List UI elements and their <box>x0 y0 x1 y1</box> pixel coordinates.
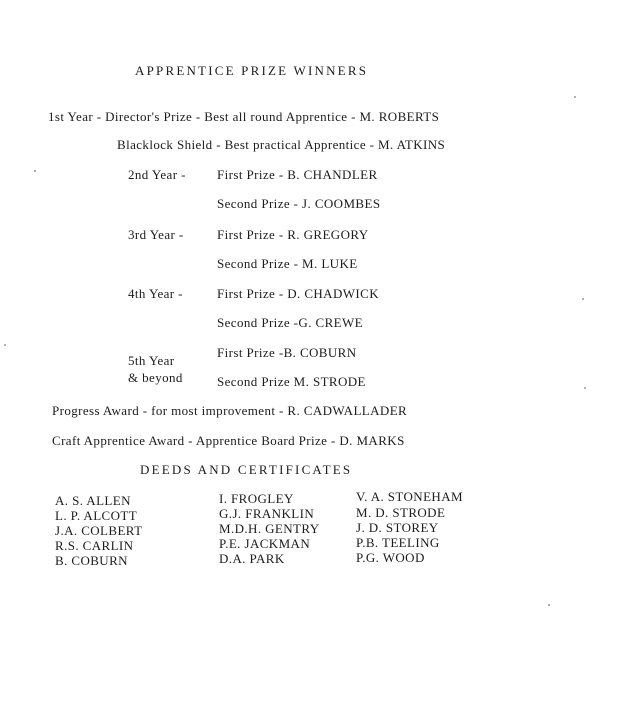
deeds-name: I. FROGLEY <box>219 491 294 506</box>
paper-speck <box>4 344 6 346</box>
deeds-name: J. D. STOREY <box>356 520 439 535</box>
paper-speck <box>574 96 576 98</box>
deeds-name: P.E. JACKMAN <box>219 536 311 551</box>
deeds-name: R.S. CARLIN <box>55 538 134 553</box>
paper-speck <box>548 604 550 606</box>
year5-label-line1: 5th Year <box>128 353 175 368</box>
deeds-name: J.A. COLBERT <box>55 523 143 538</box>
year3-first-prize: First Prize - R. GREGORY <box>217 227 369 242</box>
deeds-name: V. A. STONEHAM <box>356 489 463 504</box>
deeds-name: P.G. WOOD <box>356 550 425 565</box>
year5-first-prize: First Prize -B. COBURN <box>217 345 357 360</box>
deeds-name: D.A. PARK <box>219 551 285 566</box>
year3-second-prize: Second Prize - M. LUKE <box>217 256 358 271</box>
deeds-name: M.D.H. GENTRY <box>219 521 320 536</box>
year5-label-line2: & beyond <box>128 370 183 385</box>
year1-blacklock-shield: Blacklock Shield - Best practical Apprentice - M. ATKINS <box>117 137 446 152</box>
page-title: APPRENTICE PRIZE WINNERS <box>135 63 369 78</box>
year2-first-prize: First Prize - B. CHANDLER <box>217 167 378 182</box>
deeds-heading: DEEDS AND CERTIFICATES <box>140 462 353 477</box>
year4-label: 4th Year - <box>128 286 183 301</box>
year4-second-prize: Second Prize -G. CREWE <box>217 315 363 330</box>
deeds-name: G.J. FRANKLIN <box>219 506 315 521</box>
year5-second-prize: Second Prize M. STRODE <box>217 374 366 389</box>
year1-directors-prize: 1st Year - Director's Prize - Best all round Apprentice - M. ROBERTS <box>48 109 440 124</box>
progress-award: Progress Award - for most improvement - R. CADWALLADER <box>52 403 408 418</box>
deeds-name: P.B. TEELING <box>356 535 440 550</box>
craft-apprentice-award: Craft Apprentice Award - Apprentice Board Prize - D. MARKS <box>52 433 405 448</box>
deeds-name: L. P. ALCOTT <box>55 508 138 523</box>
paper-speck <box>584 387 586 389</box>
deeds-name: M. D. STRODE <box>356 505 446 520</box>
year3-label: 3rd Year - <box>128 227 184 242</box>
deeds-name: B. COBURN <box>55 553 128 568</box>
paper-speck <box>582 298 584 300</box>
year4-first-prize: First Prize - D. CHADWICK <box>217 286 380 301</box>
deeds-name: A. S. ALLEN <box>55 493 131 508</box>
year2-label: 2nd Year - <box>128 167 186 182</box>
year2-second-prize: Second Prize - J. COOMBES <box>217 196 381 211</box>
paper-speck <box>34 170 36 172</box>
